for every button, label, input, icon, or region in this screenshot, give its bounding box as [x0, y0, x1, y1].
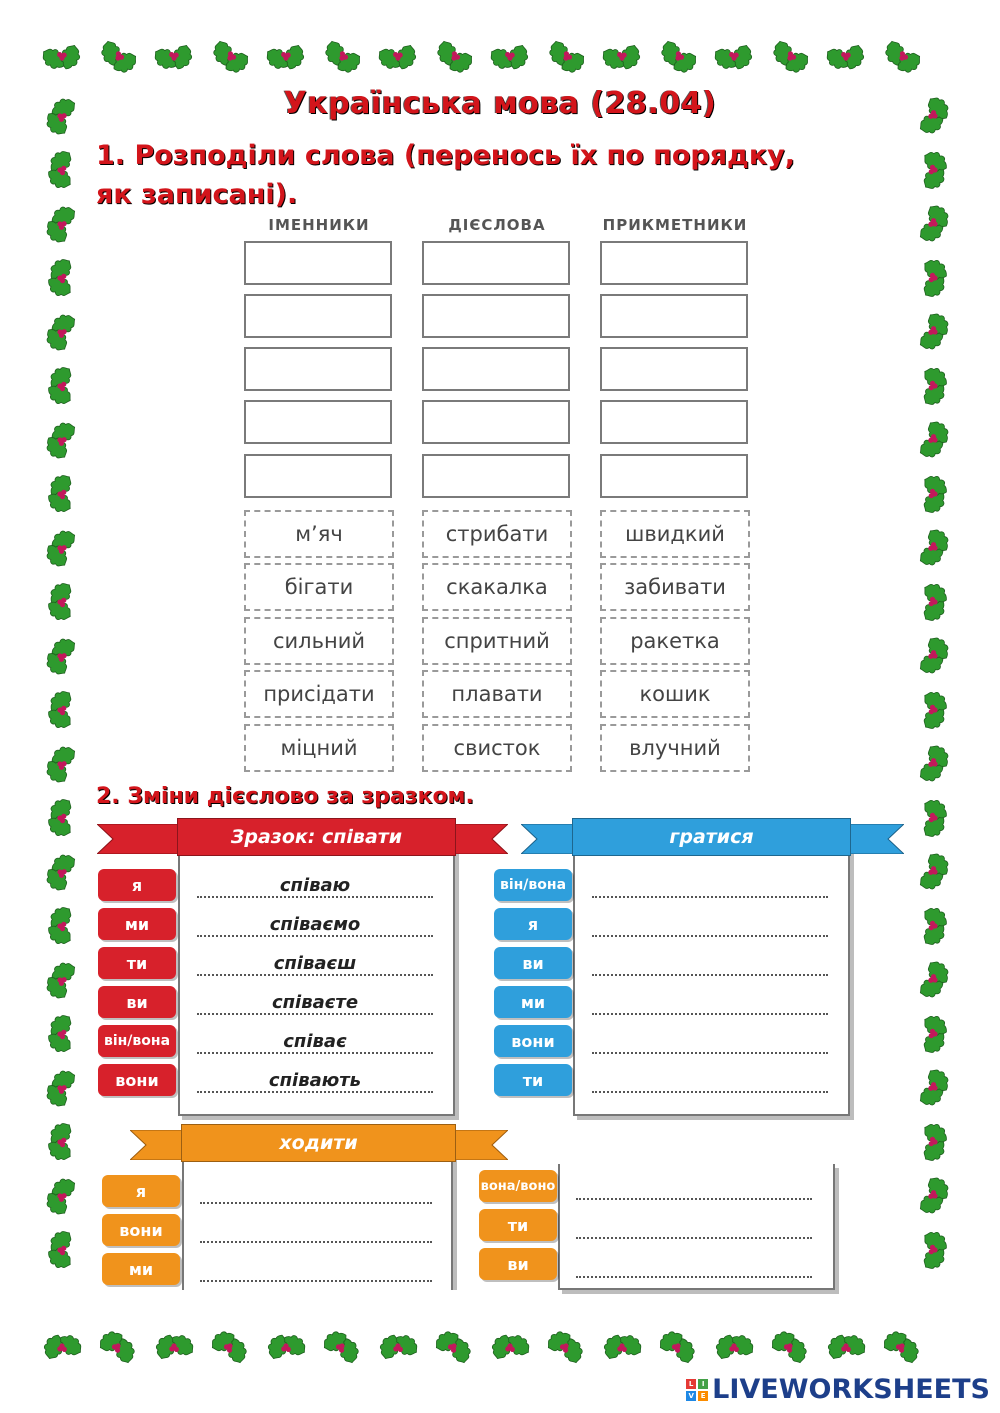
sample-answer: співають	[268, 1070, 362, 1091]
holly-sprig	[39, 415, 81, 466]
drop-box[interactable]	[244, 241, 392, 285]
pronoun-label: я	[102, 1175, 180, 1207]
pronoun-label: вони	[494, 1025, 572, 1057]
drop-box[interactable]	[244, 294, 392, 338]
holly-sprig	[914, 738, 956, 789]
answer-input-line[interactable]	[576, 1258, 812, 1278]
word-chip[interactable]: сильний	[244, 617, 394, 665]
word-chip[interactable]: присідати	[244, 670, 394, 718]
word-chip[interactable]: ракетка	[600, 617, 750, 665]
drop-box[interactable]	[600, 347, 748, 391]
logo-letter: L	[686, 1379, 696, 1389]
holly-sprig	[147, 1322, 202, 1370]
answer-input-line[interactable]	[576, 1180, 812, 1200]
ribbon-tail-left	[97, 824, 181, 854]
holly-sprig	[914, 252, 956, 303]
drop-box[interactable]	[422, 454, 570, 498]
column-header-adjectives: ПРИКМЕТНИКИ	[602, 216, 748, 234]
liveworksheets-logo	[686, 1374, 990, 1405]
pronoun-label: я	[98, 869, 176, 901]
word-chip[interactable]: влучний	[600, 724, 750, 772]
holly-sprig	[315, 34, 370, 82]
pronoun-label: вони	[102, 1214, 180, 1246]
holly-sprig	[914, 900, 956, 951]
answer-input-line[interactable]	[592, 878, 828, 898]
holly-sprig	[914, 306, 956, 357]
holly-sprig	[914, 1008, 956, 1059]
drop-box[interactable]	[600, 241, 748, 285]
holly-sprig	[914, 792, 956, 843]
holly-sprig	[39, 523, 81, 574]
holly-sprig	[203, 1322, 258, 1370]
drop-box[interactable]	[244, 347, 392, 391]
task2-instruction: 2. Зміни дієслово за зразком.	[96, 784, 474, 809]
answer-input-line[interactable]	[200, 1262, 432, 1282]
holly-sprig	[39, 361, 81, 412]
holly-sprig	[651, 34, 706, 82]
pronoun-label: він/вона	[98, 1025, 176, 1057]
logo-letter: I	[698, 1379, 708, 1389]
pronoun-label: ви	[494, 947, 572, 979]
holly-sprig	[39, 145, 81, 196]
holly-sprig	[914, 1170, 956, 1221]
answer-input-line[interactable]	[592, 995, 828, 1015]
logo-mark-icon	[686, 1379, 708, 1401]
pronoun-label: вона/воно	[479, 1170, 557, 1202]
holly-sprig	[819, 34, 874, 82]
holly-sprig	[539, 34, 594, 82]
holly-sprig	[914, 198, 956, 249]
holly-sprig	[39, 253, 81, 304]
holly-sprig	[914, 522, 956, 573]
pronoun-label: ви	[98, 986, 176, 1018]
holly-sprig	[259, 34, 314, 82]
holly-sprig	[875, 1322, 930, 1370]
holly-sprig	[91, 1322, 146, 1370]
holly-sprig	[39, 469, 81, 520]
column-header-verbs: ДІЄСЛОВА	[448, 216, 546, 234]
pronoun-label: ти	[479, 1209, 557, 1241]
word-chip[interactable]: забивати	[600, 563, 750, 611]
holly-sprig	[147, 34, 202, 82]
word-chip[interactable]: міцний	[244, 724, 394, 772]
gratysia-ribbon: гратися	[572, 818, 851, 856]
holly-sprig	[914, 846, 956, 897]
answer-input-line[interactable]	[592, 956, 828, 976]
holly-sprig	[39, 847, 81, 898]
answer-input-line[interactable]	[200, 1184, 432, 1204]
answer-input-line[interactable]	[592, 1034, 828, 1054]
sample-ribbon: Зразок: співати	[177, 818, 456, 856]
holly-sprig	[914, 1062, 956, 1113]
holly-sprig	[539, 1322, 594, 1370]
holly-sprig	[914, 468, 956, 519]
answer-input-line[interactable]	[200, 1223, 432, 1243]
holly-sprig	[914, 1116, 956, 1167]
pronoun-label: ти	[494, 1064, 572, 1096]
holly-sprig	[875, 34, 930, 82]
drop-box[interactable]	[422, 294, 570, 338]
holly-sprig	[595, 34, 650, 82]
holly-sprig	[914, 954, 956, 1005]
word-chip[interactable]: стрибати	[422, 510, 572, 558]
pronoun-label: я	[494, 908, 572, 940]
pronoun-label: ми	[494, 986, 572, 1018]
word-chip[interactable]: плавати	[422, 670, 572, 718]
holly-sprig	[35, 1322, 90, 1370]
holly-sprig	[39, 631, 81, 682]
logo-brand: LIVEWORKSHEETS	[712, 1374, 990, 1405]
holly-sprig	[39, 1171, 81, 1222]
pronoun-label: ти	[98, 947, 176, 979]
holly-sprig	[914, 684, 956, 735]
holly-sprig	[707, 1322, 762, 1370]
holly-sprig	[39, 199, 81, 250]
holly-sprig	[39, 577, 81, 628]
holly-sprig	[707, 34, 762, 82]
holly-sprig	[39, 1063, 81, 1114]
holly-sprig	[39, 1117, 81, 1168]
holly-sprig	[91, 34, 146, 82]
khodyty-ribbon: ходити	[181, 1124, 456, 1162]
holly-sprig	[914, 576, 956, 627]
holly-sprig	[35, 34, 90, 82]
drop-box[interactable]	[422, 347, 570, 391]
drop-box[interactable]	[422, 400, 570, 444]
pronoun-label: ми	[98, 908, 176, 940]
page-title: Українська мова (28.04)	[283, 86, 717, 121]
word-chip[interactable]: спритний	[422, 617, 572, 665]
holly-sprig	[595, 1322, 650, 1370]
answer-input-line[interactable]	[576, 1219, 812, 1239]
word-chip[interactable]: швидкий	[600, 510, 750, 558]
sample-answer: співаю	[279, 875, 351, 896]
holly-sprig	[914, 144, 956, 195]
holly-sprig	[483, 1322, 538, 1370]
holly-sprig	[371, 1322, 426, 1370]
sample-answer: співає	[283, 1031, 347, 1052]
answer-input-line[interactable]	[592, 917, 828, 937]
holly-sprig	[39, 793, 81, 844]
holly-sprig	[203, 34, 258, 82]
task1-instruction: 1. Розподіли слова (перенось їх по порядку, як записані).	[96, 140, 796, 210]
drop-box[interactable]	[600, 454, 748, 498]
holly-sprig	[819, 1322, 874, 1370]
sample-answer: співаємо	[269, 914, 361, 935]
holly-sprig	[39, 901, 81, 952]
word-chip[interactable]: бігати	[244, 563, 394, 611]
holly-sprig	[39, 739, 81, 790]
column-header-nouns: ІМЕННИКИ	[268, 216, 370, 234]
holly-sprig	[427, 34, 482, 82]
holly-sprig	[39, 685, 81, 736]
pronoun-label: вони	[98, 1064, 176, 1096]
holly-sprig	[483, 34, 538, 82]
word-chip[interactable]: м’яч	[244, 510, 394, 558]
drop-box[interactable]	[600, 400, 748, 444]
holly-sprig	[914, 1224, 956, 1275]
holly-sprig	[763, 34, 818, 82]
holly-sprig	[39, 1009, 81, 1060]
holly-sprig	[427, 1322, 482, 1370]
word-chip[interactable]: скакалка	[422, 563, 572, 611]
holly-sprig	[914, 360, 956, 411]
holly-sprig	[39, 955, 81, 1006]
word-chip[interactable]: кошик	[600, 670, 750, 718]
holly-sprig	[651, 1322, 706, 1370]
pronoun-label: ми	[102, 1253, 180, 1285]
drop-box[interactable]	[244, 400, 392, 444]
holly-sprig	[39, 1225, 81, 1276]
holly-sprig	[315, 1322, 370, 1370]
sample-answer: співаєте	[271, 992, 359, 1013]
holly-sprig	[259, 1322, 314, 1370]
logo-letter: E	[698, 1391, 708, 1401]
pronoun-label: він/вона	[494, 869, 572, 901]
sample-answer: співаєш	[273, 953, 357, 974]
holly-sprig	[371, 34, 426, 82]
holly-sprig	[763, 1322, 818, 1370]
drop-box[interactable]	[244, 454, 392, 498]
holly-sprig	[914, 414, 956, 465]
drop-box[interactable]	[422, 241, 570, 285]
answer-input-line[interactable]	[592, 1073, 828, 1093]
drop-box[interactable]	[600, 294, 748, 338]
word-chip[interactable]: свисток	[422, 724, 572, 772]
holly-sprig	[39, 307, 81, 358]
pronoun-label: ви	[479, 1248, 557, 1280]
holly-sprig	[914, 630, 956, 681]
logo-letter: V	[686, 1391, 696, 1401]
